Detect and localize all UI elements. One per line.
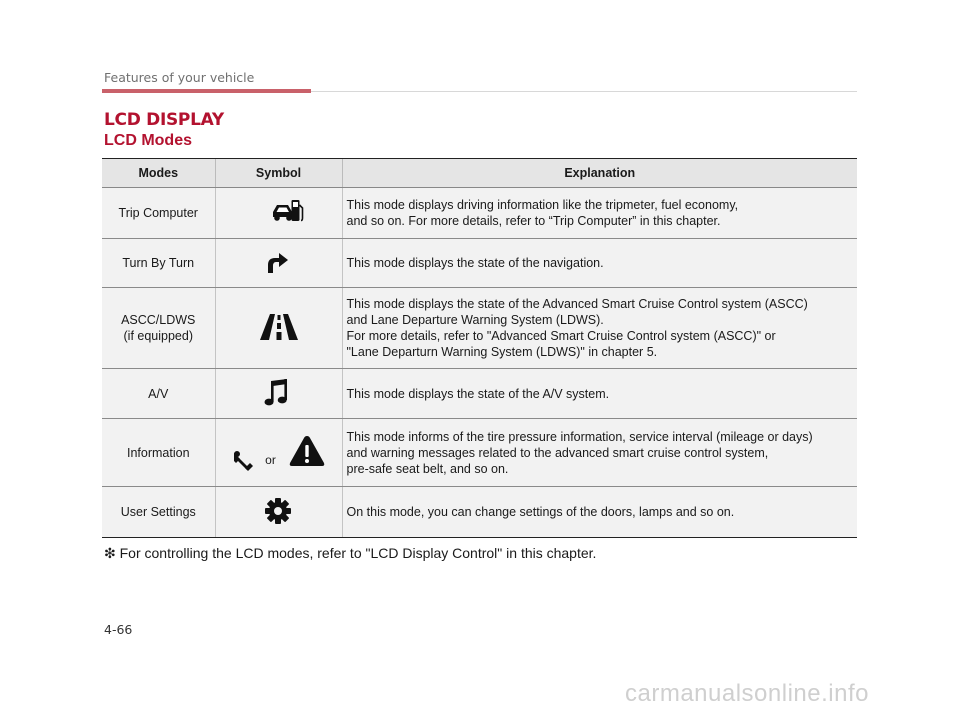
mode-cell	[102, 419, 215, 487]
mode-label: A/V	[148, 386, 169, 401]
explanation-line: and Lane Departure Warning System (LDWS).	[346, 313, 604, 327]
explanation-line: This mode displays the state of the A/V system.	[346, 386, 610, 401]
lcd-modes-table	[102, 158, 857, 538]
header-rule-accent	[102, 89, 311, 93]
symbol-cell	[215, 487, 342, 538]
symbol-cell	[215, 188, 342, 239]
explanation-line: and warning messages related to the advanced smart cruise control system,	[346, 445, 769, 460]
symbol-cell	[215, 369, 342, 419]
table-row	[102, 369, 857, 419]
table-row	[102, 419, 857, 487]
table-row	[102, 288, 857, 369]
explanation-line: This mode displays the state of the Advanced Smart Cruise Control system (ASCC)	[346, 297, 808, 311]
explanation-cell	[342, 239, 857, 288]
mode-label-note: (if equipped)	[123, 329, 193, 343]
wrench-icon	[231, 448, 255, 472]
page-subtitle: LCD Modes	[104, 132, 192, 149]
turn-arrow-icon	[264, 249, 290, 275]
symbol-cell	[215, 239, 342, 288]
mode-cell	[102, 369, 215, 419]
explanation-line: This mode displays the state of the navigation.	[346, 256, 604, 270]
explanation-line: This mode informs of the tire pressure information, service interval (mileage or days)	[346, 429, 813, 444]
mode-cell	[102, 188, 215, 239]
explanation-line: This mode displays driving information like the tripmeter, fuel economy,	[346, 198, 739, 212]
explanation-cell	[342, 419, 857, 487]
table-row	[102, 239, 857, 288]
column-header-symbol: Symbol	[215, 159, 342, 188]
explanation-line: pre-safe seat belt, and so on.	[346, 461, 509, 476]
table-row	[102, 487, 857, 538]
explanation-line: "Lane Departurn Warning System (LDWS)" in chapter 5.	[346, 345, 658, 359]
symbol-cell	[215, 288, 342, 369]
page-title: LCD DISPLAY	[104, 110, 224, 130]
explanation-cell	[342, 188, 857, 239]
explanation-cell	[342, 487, 857, 538]
footnote: ❇ For controlling the LCD modes, refer to "LCD Display Control" in this chapter.	[104, 545, 597, 561]
column-header-explanation: Explanation	[342, 159, 857, 188]
explanation-cell	[342, 369, 857, 419]
mode-label: User Settings	[120, 505, 196, 519]
header-rule	[311, 91, 857, 92]
table-header-row	[102, 159, 857, 188]
symbol-separator: or	[265, 453, 276, 467]
explanation-line: For more details, refer to "Advanced Smart Cruise Control system (ASCC)" or	[346, 329, 776, 343]
mode-cell	[102, 239, 215, 288]
table-row	[102, 188, 857, 239]
gear-icon	[263, 496, 293, 526]
page-number: 4-66	[104, 622, 133, 637]
watermark: carmanualsonline.info	[625, 680, 869, 707]
mode-label: Information	[126, 445, 190, 460]
explanation-line: and so on. For more details, refer to “Trip Computer” in this chapter.	[346, 214, 721, 228]
section-label: Features of your vehicle	[104, 70, 255, 85]
warning-triangle-icon	[288, 434, 326, 468]
mode-label: Trip Computer	[118, 206, 198, 220]
symbol-cell	[215, 419, 342, 487]
mode-label: Turn By Turn	[122, 256, 195, 270]
column-header-modes: Modes	[102, 159, 215, 188]
mode-label: ASCC/LDWS	[121, 313, 196, 327]
mode-cell	[102, 288, 215, 369]
lane-icon	[259, 312, 299, 342]
explanation-cell	[342, 288, 857, 369]
explanation-line: On this mode, you can change settings of the doors, lamps and so on.	[346, 505, 735, 519]
car-fuel-icon	[271, 198, 305, 226]
mode-cell	[102, 487, 215, 538]
music-note-icon	[263, 377, 291, 407]
